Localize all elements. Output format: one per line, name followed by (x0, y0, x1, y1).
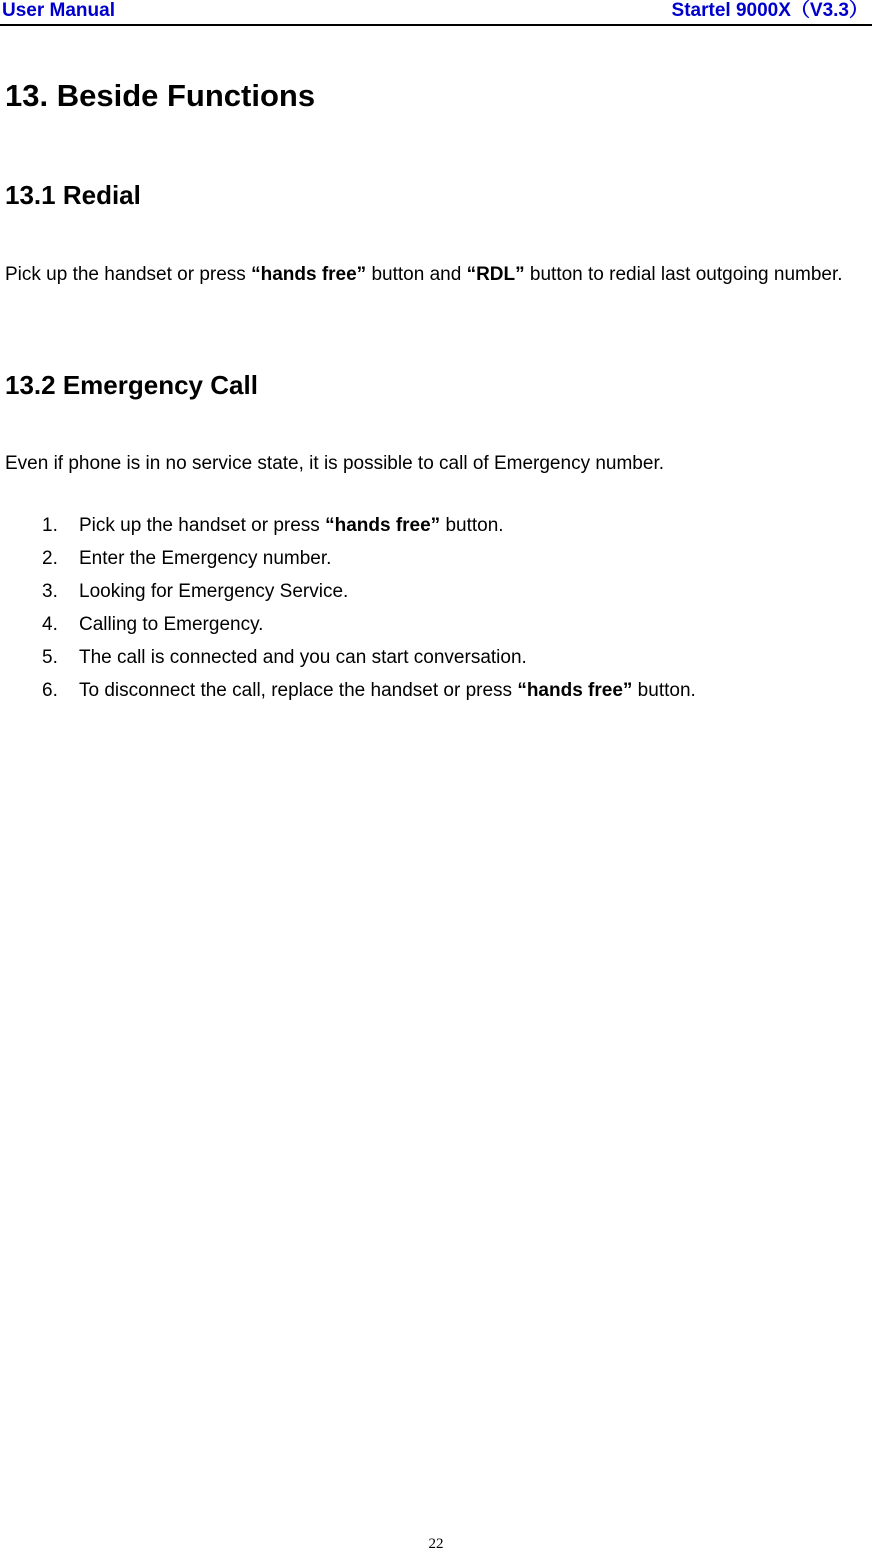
step-number: 1. (42, 515, 58, 536)
step-text-plain: Pick up the handset or press (79, 515, 326, 536)
step-number: 6. (42, 680, 58, 701)
section-title-emergency: 13.2 Emergency Call (5, 370, 258, 400)
step-text (79, 509, 504, 542)
step-bold-hands-free: “hands free” (517, 680, 633, 701)
step-number: 5. (42, 647, 58, 668)
step-text: Calling to Emergency. (79, 614, 264, 635)
step-text (79, 674, 696, 707)
header-product-label: Startel 9000X（V3.3） (671, 0, 868, 21)
step-text: Enter the Emergency number. (79, 548, 332, 569)
header-manual-label: User Manual (2, 0, 115, 21)
redial-text-1: Pick up the handset or press (5, 264, 252, 285)
redial-paragraph (5, 259, 868, 290)
redial-bold-hands-free: “hands free” (251, 264, 367, 285)
step-number: 3. (42, 581, 58, 602)
step-text-plain: To disconnect the call, replace the handset or press (79, 680, 518, 701)
step-text: The call is connected and you can start conversation. (79, 647, 527, 668)
step-number: 2. (42, 548, 58, 569)
redial-text-2: button and (366, 264, 467, 285)
redial-bold-rdl: “RDL” (466, 264, 525, 285)
chapter-title: 13. Beside Functions (5, 78, 316, 113)
step-text-suffix: button. (440, 515, 504, 536)
redial-text-3: button to redial last outgoing number. (524, 264, 843, 285)
emergency-intro: Even if phone is in no service state, it is possible to call of Emergency number. (5, 453, 664, 474)
step-text: Looking for Emergency Service. (79, 581, 349, 602)
page-number: 22 (428, 1536, 444, 1552)
page-header (0, 0, 872, 26)
step-bold-hands-free: “hands free” (325, 515, 441, 536)
step-number: 4. (42, 614, 58, 635)
step-text-suffix: button. (632, 680, 696, 701)
section-title-redial: 13.1 Redial (5, 180, 141, 210)
